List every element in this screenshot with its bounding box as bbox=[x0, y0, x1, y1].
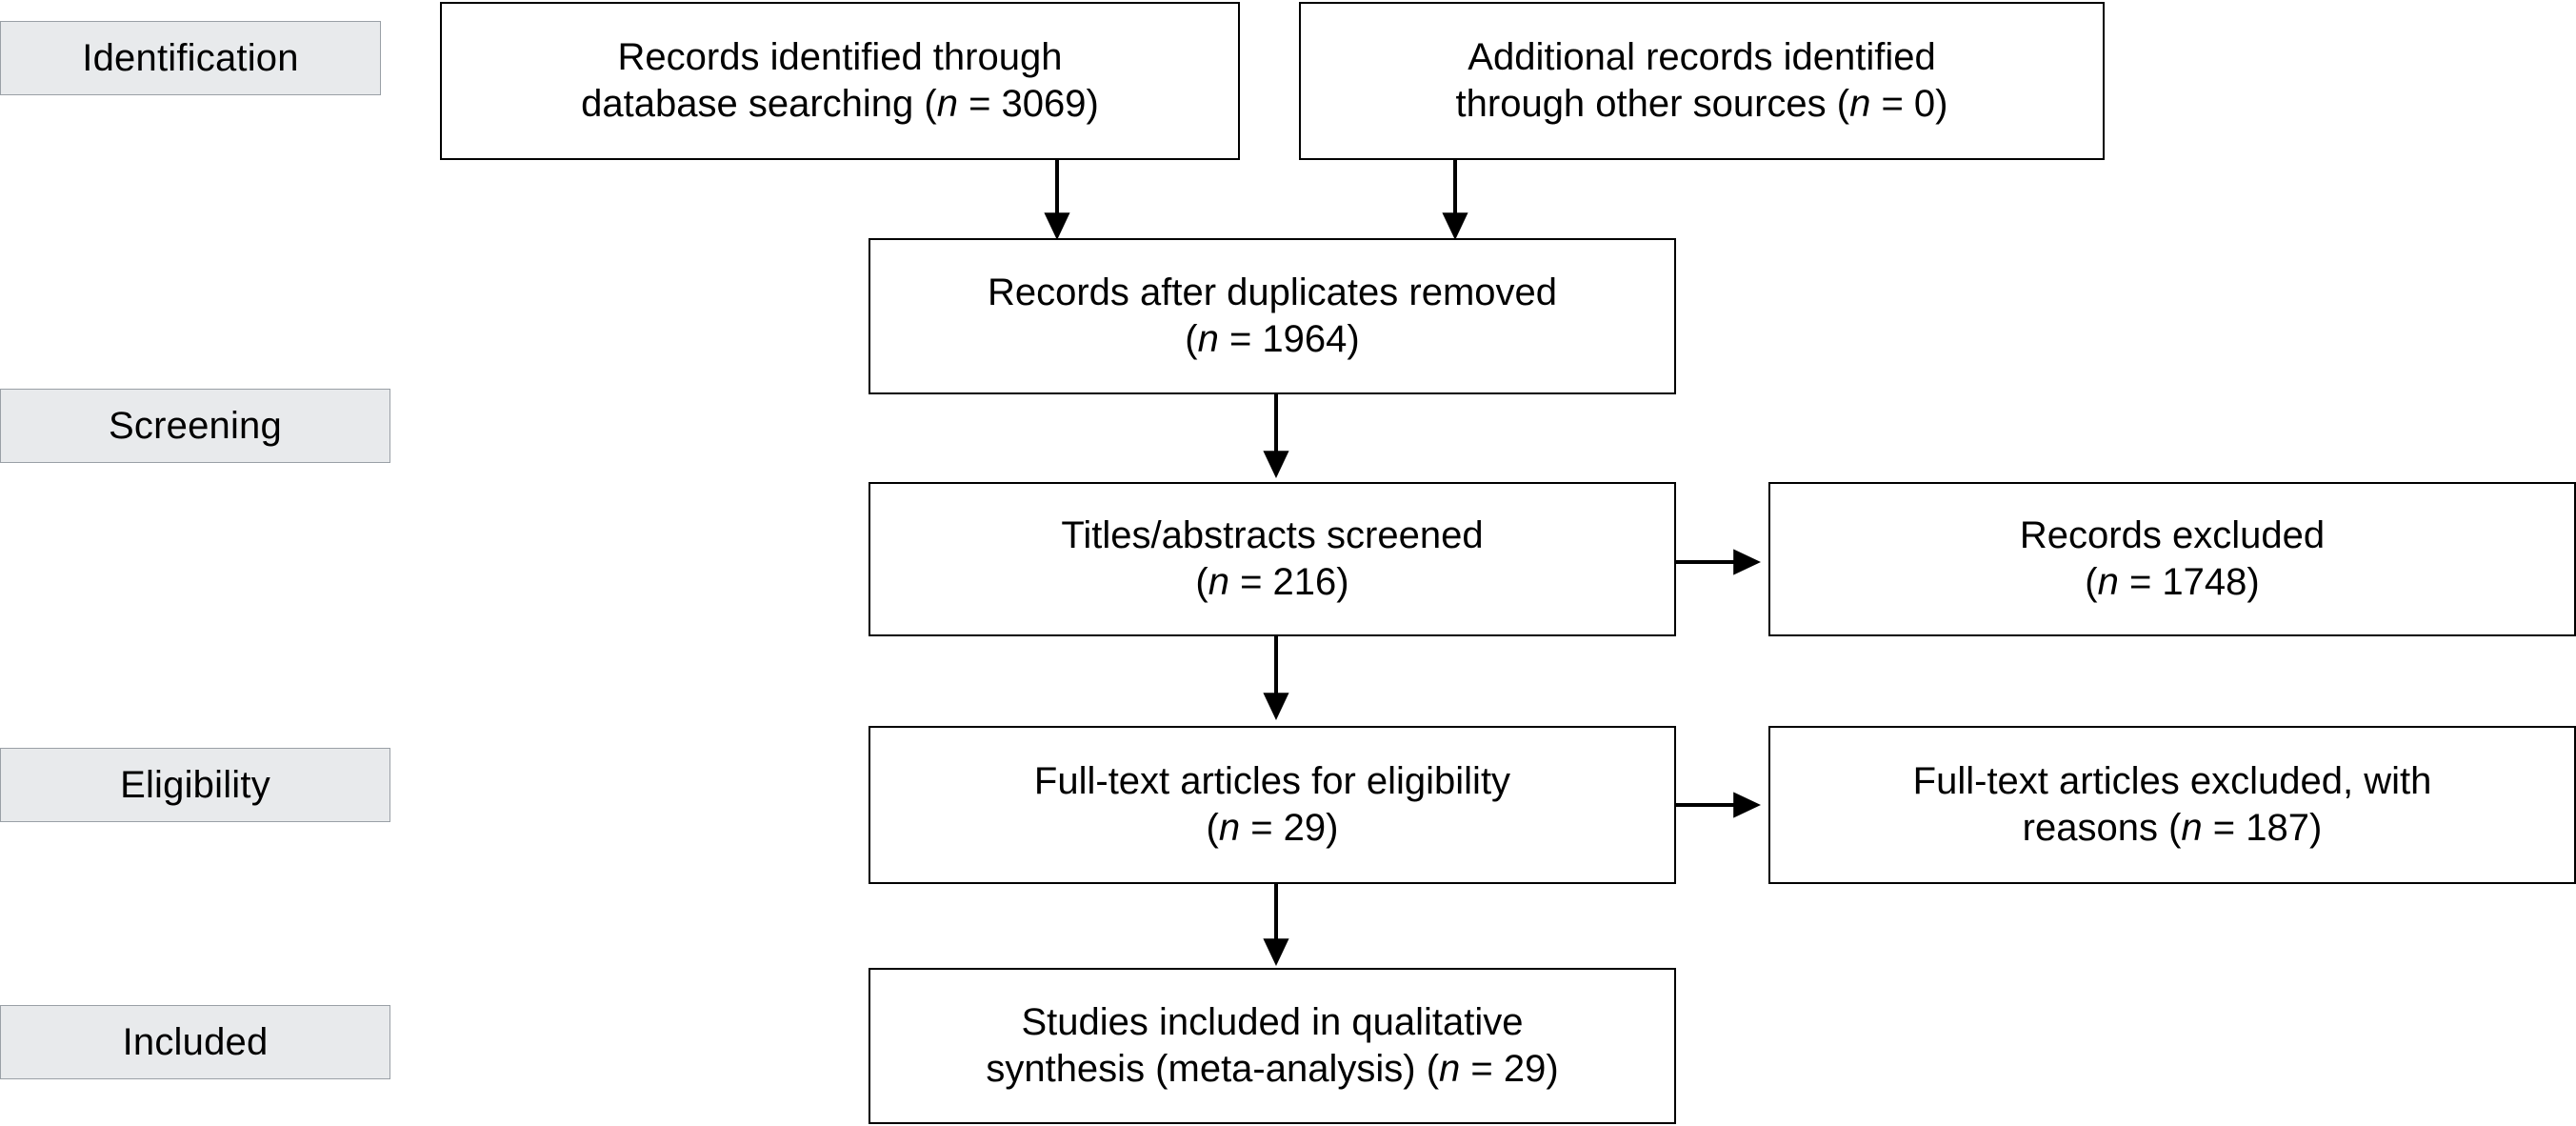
node-records-database-searching-line2-pre: database searching ( bbox=[581, 83, 937, 125]
node-full-text-articles-eligibility-line2-pre: ( bbox=[1206, 807, 1219, 849]
node-titles-abstracts-screened-line2-post: = 216) bbox=[1228, 561, 1349, 603]
node-full-text-articles-excluded-line2-pre: reasons ( bbox=[2022, 807, 2182, 849]
node-records-excluded bbox=[1768, 482, 2576, 636]
stage-label-screening-text: Screening bbox=[109, 404, 282, 447]
node-records-database-searching-n: n bbox=[936, 83, 958, 125]
node-additional-records-other-sources-line2-pre: through other sources ( bbox=[1455, 83, 1850, 125]
node-full-text-articles-eligibility-n: n bbox=[1218, 807, 1241, 849]
node-studies-included-line2-pre: synthesis (meta-analysis) ( bbox=[986, 1048, 1440, 1090]
node-studies-included-line1: Studies included in qualitative bbox=[1021, 1001, 1524, 1044]
node-records-after-duplicates-removed-line1: Records after duplicates removed bbox=[987, 271, 1558, 314]
node-records-excluded-n: n bbox=[2097, 561, 2119, 603]
node-additional-records-other-sources-line2-post: = 0) bbox=[1870, 83, 1948, 125]
stage-label-screening bbox=[0, 389, 390, 463]
node-additional-records-other-sources-line1: Additional records identified bbox=[1468, 36, 1936, 79]
node-records-excluded-line2-pre: ( bbox=[2085, 561, 2098, 603]
stage-label-identification-text: Identification bbox=[82, 36, 299, 79]
node-records-after-duplicates-removed-line2-pre: ( bbox=[1185, 318, 1198, 360]
node-full-text-articles-eligibility-line1: Full-text articles for eligibility bbox=[1033, 760, 1511, 803]
node-full-text-articles-excluded bbox=[1768, 726, 2576, 884]
node-records-excluded-line1: Records excluded bbox=[2019, 514, 2326, 557]
node-full-text-articles-eligibility bbox=[869, 726, 1676, 884]
node-records-database-searching-line1: Records identified through bbox=[617, 36, 1063, 79]
stage-label-eligibility bbox=[0, 748, 390, 822]
stage-label-identification bbox=[0, 21, 381, 95]
node-additional-records-other-sources-n: n bbox=[1849, 83, 1871, 125]
node-studies-included bbox=[869, 968, 1676, 1124]
node-records-after-duplicates-removed-line2-post: = 1964) bbox=[1218, 318, 1360, 360]
node-titles-abstracts-screened-line2-pre: ( bbox=[1195, 561, 1208, 603]
node-full-text-articles-excluded-line2-post: = 187) bbox=[2202, 807, 2323, 849]
node-records-after-duplicates-removed bbox=[869, 238, 1676, 394]
node-full-text-articles-excluded-n: n bbox=[2181, 807, 2203, 849]
node-records-database-searching bbox=[440, 2, 1240, 160]
node-records-database-searching-line2-post: = 3069) bbox=[957, 83, 1099, 125]
node-additional-records-other-sources bbox=[1299, 2, 2105, 160]
node-full-text-articles-excluded-line1: Full-text articles excluded, with bbox=[1912, 760, 2432, 803]
node-titles-abstracts-screened-line1: Titles/abstracts screened bbox=[1061, 514, 1484, 557]
stage-label-included-text: Included bbox=[122, 1020, 269, 1063]
stage-label-eligibility-text: Eligibility bbox=[120, 763, 270, 806]
node-records-excluded-line2-post: = 1748) bbox=[2118, 561, 2260, 603]
node-studies-included-line2-post: = 29) bbox=[1460, 1048, 1559, 1090]
node-titles-abstracts-screened-n: n bbox=[1208, 561, 1229, 603]
node-records-after-duplicates-removed-n: n bbox=[1197, 318, 1219, 360]
node-full-text-articles-eligibility-line2-post: = 29) bbox=[1240, 807, 1339, 849]
node-titles-abstracts-screened bbox=[869, 482, 1676, 636]
node-studies-included-n: n bbox=[1439, 1048, 1461, 1090]
stage-label-included bbox=[0, 1005, 390, 1079]
